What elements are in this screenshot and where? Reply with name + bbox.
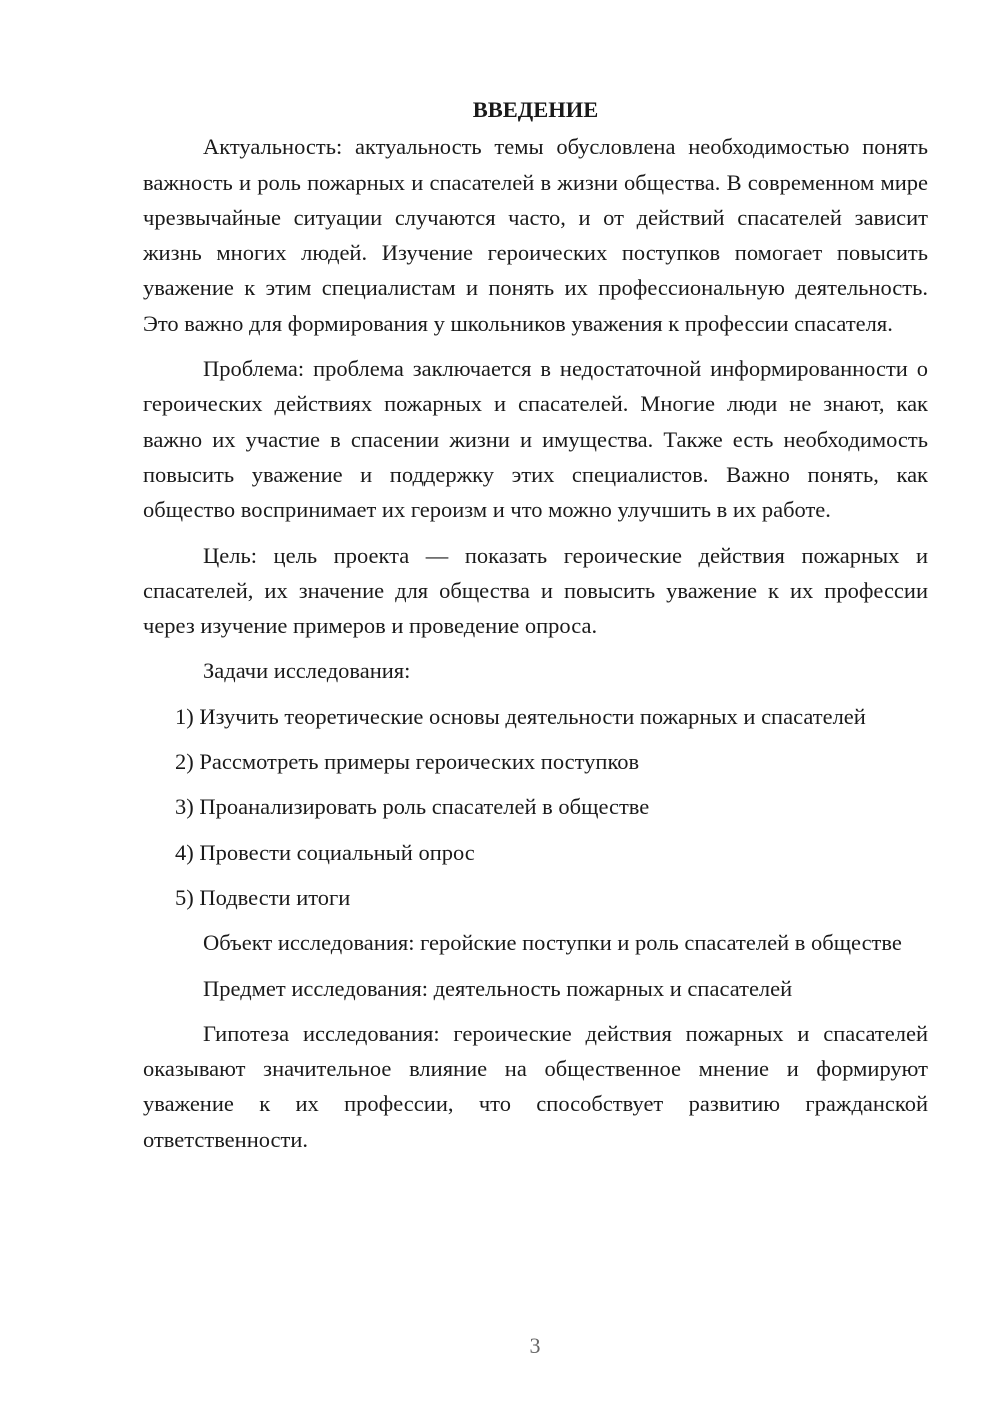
- task-item-4: 4) Провести социальный опрос: [175, 839, 475, 865]
- task-item-3: 3) Проанализировать роль спасателей в обществе: [175, 794, 650, 820]
- hypothesis-paragraph: Гипотеза исследования: героические действия пожарных и спасателей оказывают значительное влияние на общественное мнение и формируют уважение к их профессии, что способствует развитию гражданской ответственности.: [143, 1020, 928, 1152]
- task-item-1: 1) Изучить теоретические основы деятельности пожарных и спасателей: [175, 703, 866, 729]
- relevance-paragraph: Актуальность: актуальность темы обусловлена необходимостью понять важность и роль пожарных и спасателей в жизни общества. В современном мире чрезвычайные ситуации случаются часто, и от действий спасателей зависит жизнь многих людей. Изучение героических поступков помогает повысить уважение к этим специалистам и понять их профессиональную деятельность. Это важно для формирования у школьников уважения к профессии спасателя.: [143, 134, 928, 336]
- page-number: 3: [529, 1333, 541, 1358]
- goal-paragraph: Цель: цель проекта — показать героические действия пожарных и спасателей, их значение для общества и повысить уважение к их профессии через изучение примеров и проведение опроса.: [143, 542, 928, 639]
- object-paragraph: Объект исследования: геройские поступки и роль спасателей в обществе: [203, 930, 902, 956]
- subject-paragraph: Предмет исследования: деятельность пожарных и спасателей: [203, 975, 793, 1001]
- document-body: [143, 92, 928, 1167]
- task-item-5: 5) Подвести итоги: [175, 884, 351, 910]
- problem-paragraph: Проблема: проблема заключается в недостаточной информированности о героических действиях пожарных и спасателей. Многие люди не знают, как важно их участие в спасении жизни и имущества. Также есть необходимость повысить уважение и поддержку этих специалистов. Важно понять, как общество воспринимает их героизм и что можно улучшить в их работе.: [143, 356, 928, 523]
- section-title: ВВЕДЕНИЕ: [472, 97, 599, 122]
- task-item-2: 2) Рассмотреть примеры героических поступков: [175, 749, 640, 775]
- tasks-heading: Задачи исследования:: [203, 658, 411, 684]
